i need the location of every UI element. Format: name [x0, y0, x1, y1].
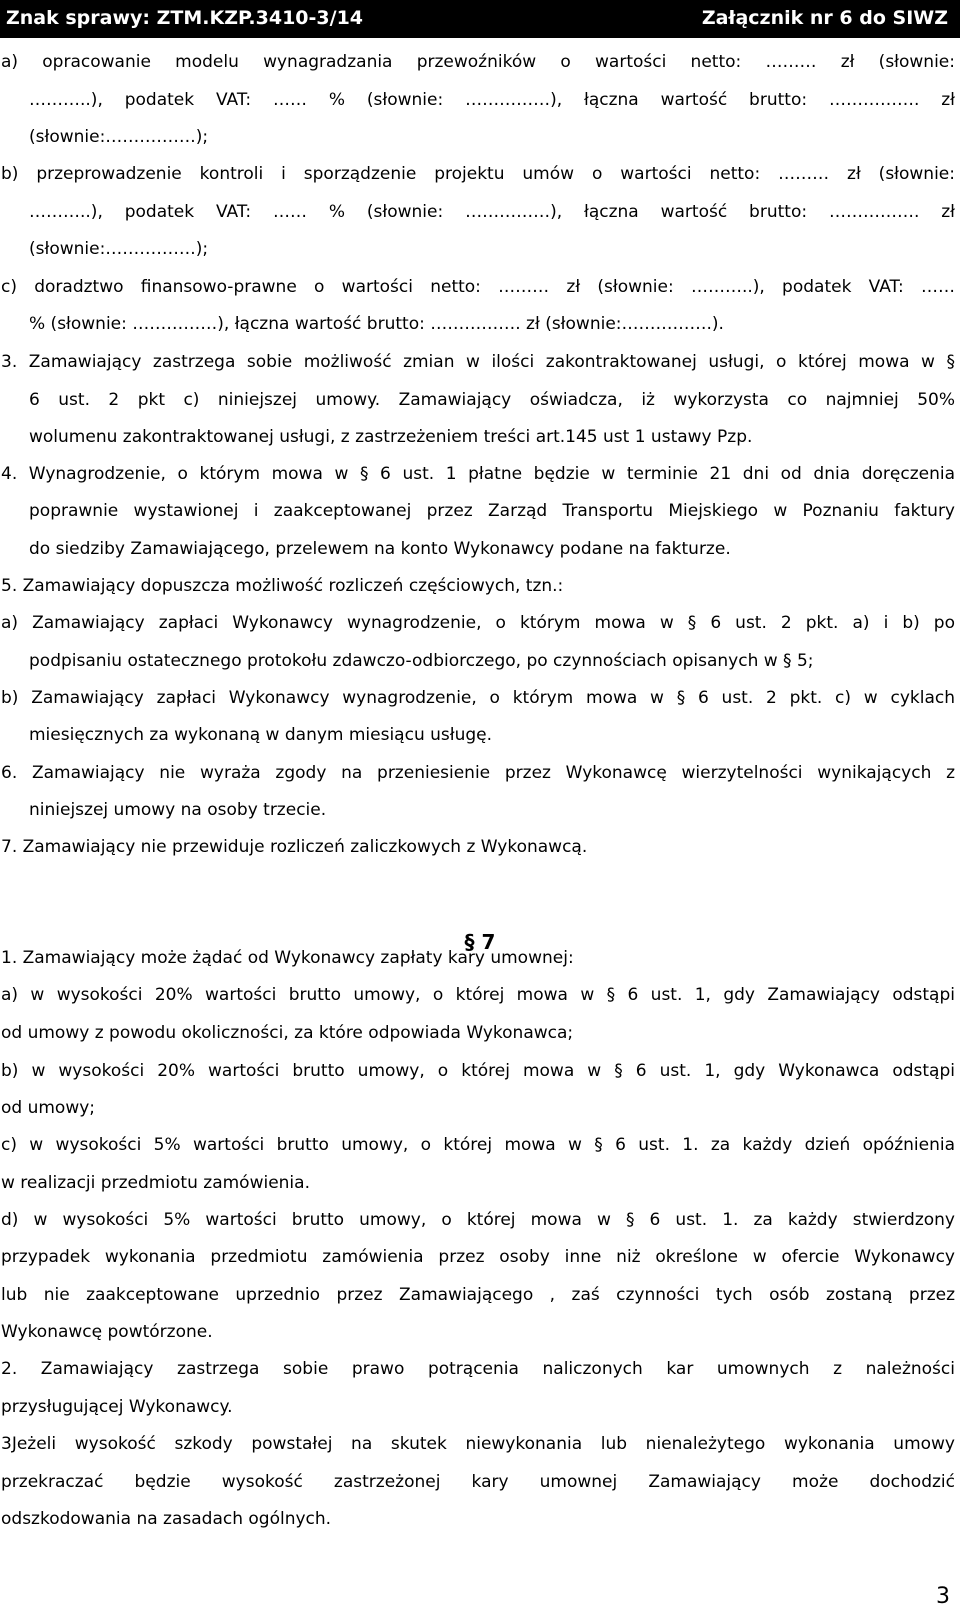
text-line: przypadek wykonania przedmiotu zamówienia przez osoby inne niż określone w ofercie Wykonawcy — [1, 1247, 955, 1267]
page-number: 3 — [936, 1584, 950, 1609]
text-line: przysługującej Wykonawcy. — [1, 1397, 233, 1417]
text-line: przekraczać będzie wysokość zastrzeżonej kary umownej Zamawiający może dochodzić — [1, 1472, 955, 1492]
text-line: 3Jeżeli wysokość szkody powstałej na skutek niewykonania lub nienależytego wykonania umowy — [1, 1434, 955, 1454]
text-line: ………..), podatek VAT: …… % (słownie: ……………), łączna wartość brutto: ……………. zł — [29, 202, 955, 222]
text-line: 6. Zamawiający nie wyraża zgody na przeniesienie przez Wykonawcę wierzytelności wynikających z — [1, 763, 955, 783]
text-line: 6 ust. 2 pkt c) niniejszej umowy. Zamawiający oświadcza, iż wykorzysta co najmniej 50% — [29, 390, 955, 410]
text-line: wolumenu zakontraktowanej usługi, z zastrzeżeniem treści art.145 ust 1 ustawy Pzp. — [29, 427, 753, 447]
text-line: 2. Zamawiający zastrzega sobie prawo potrącenia naliczonych kar umownych z należności — [1, 1359, 955, 1379]
text-line: b) w wysokości 20% wartości brutto umowy, o której mowa w § 6 ust. 1, gdy Wykonawca odstąpi — [1, 1061, 955, 1081]
text-line: b) przeprowadzenie kontroli i sporządzenie projektu umów o wartości netto: ……… zł (słownie: — [1, 164, 955, 184]
text-line: poprawnie wystawionej i zaakceptowanej przez Zarząd Transportu Miejskiego w Poznaniu faktury — [29, 501, 955, 521]
text-line: d) w wysokości 5% wartości brutto umowy, o której mowa w § 6 ust. 1. za każdy stwierdzony — [1, 1210, 955, 1230]
document-header — [0, 0, 960, 38]
text-line: niniejszej umowy na osoby trzecie. — [29, 800, 327, 820]
text-line: miesięcznych za wykonaną w danym miesiącu usługę. — [29, 725, 493, 745]
case-number: Znak sprawy: ZTM.KZP.3410-3/14 — [6, 7, 364, 29]
text-line: 3. Zamawiający zastrzega sobie możliwość zmian w ilości zakontraktowanej usługi, o której mowa w § — [1, 352, 955, 372]
text-line: od umowy z powodu okoliczności, za które odpowiada Wykonawca; — [1, 1023, 574, 1043]
text-line: 1. Zamawiający może żądać od Wykonawcy zapłaty kary umownej: — [1, 948, 574, 968]
text-line: lub nie zaakceptowane uprzednio przez Zamawiającego , zaś czynności tych osób zostaną przez — [1, 1285, 955, 1305]
attachment-label: Załącznik nr 6 do SIWZ — [701, 7, 948, 29]
text-line: w realizacji przedmiotu zamówienia. — [1, 1173, 310, 1193]
text-line: odszkodowania na zasadach ogólnych. — [1, 1509, 332, 1529]
text-line: podpisaniu ostatecznego protokołu zdawczo-odbiorczego, po czynnościach opisanych w § 5; — [29, 651, 814, 671]
text-line: do siedziby Zamawiającego, przelewem na konto Wykonawcy podane na fakturze. — [29, 539, 731, 559]
text-line: 5. Zamawiający dopuszcza możliwość rozliczeń częściowych, tzn.: — [1, 576, 564, 596]
text-line: c) doradztwo finansowo-prawne o wartości netto: ……… zł (słownie: ………..), podatek VAT: …… — [1, 277, 955, 297]
text-line: 7. Zamawiający nie przewiduje rozliczeń zaliczkowych z Wykonawcą. — [1, 837, 588, 857]
text-line: ………..), podatek VAT: …… % (słownie: ……………), łączna wartość brutto: ……………. zł — [29, 90, 955, 110]
text-line: Wykonawcę powtórzone. — [1, 1322, 213, 1342]
text-line: a) w wysokości 20% wartości brutto umowy, o której mowa w § 6 ust. 1, gdy Zamawiający odstąpi — [1, 985, 955, 1005]
text-line: b) Zamawiający zapłaci Wykonawcy wynagrodzenie, o którym mowa w § 6 ust. 2 pkt. c) w cyklach — [1, 688, 955, 708]
text-line: (słownie:…………….); — [29, 239, 209, 259]
text-line: % (słownie: ……………), łączna wartość brutto: ……………. zł (słownie:…………….). — [29, 314, 724, 334]
text-line: (słownie:…………….); — [29, 127, 209, 147]
text-line: 4. Wynagrodzenie, o którym mowa w § 6 ust. 1 płatne będzie w terminie 21 dni od dnia doręczenia — [1, 464, 955, 484]
text-line: a) opracowanie modelu wynagradzania przewoźników o wartości netto: ……… zł (słownie: — [1, 52, 955, 72]
text-line: a) Zamawiający zapłaci Wykonawcy wynagrodzenie, o którym mowa w § 6 ust. 2 pkt. a) i b) po — [1, 613, 955, 633]
section-heading: § 7 — [464, 930, 496, 954]
text-line: od umowy; — [1, 1098, 96, 1118]
text-line: c) w wysokości 5% wartości brutto umowy, o której mowa w § 6 ust. 1. za każdy dzień opóźnienia — [1, 1135, 955, 1155]
